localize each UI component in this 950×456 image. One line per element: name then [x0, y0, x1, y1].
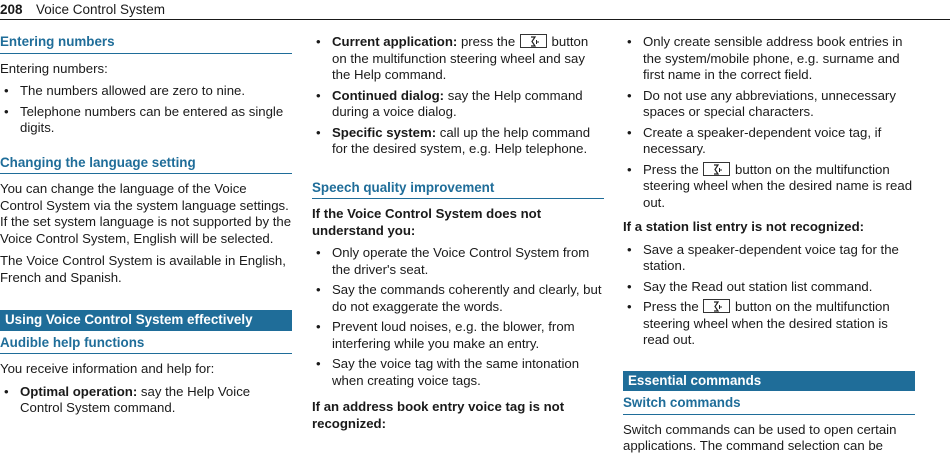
- list-item: • Current application: press the button on the multifunction steering wheel and say the Help command.: [316, 34, 589, 82]
- list-item: • Prevent loud noises, e.g. the blower, from interfering while you make an entry.: [316, 319, 575, 351]
- speech-quality-list: [312, 245, 604, 389]
- effective-use-band: Using Voice Control System effectively: [0, 310, 292, 331]
- column-3: [623, 34, 915, 456]
- list-item: • Telephone numbers can be entered as single digits.: [4, 103, 284, 135]
- entering-numbers-intro: Entering numbers:: [0, 60, 108, 76]
- station-tips-list: [623, 242, 915, 349]
- list-item: • Only operate the Voice Control System from the driver's seat.: [316, 245, 590, 277]
- list-item: • Save a speaker-dependent voice tag for the station.: [627, 241, 899, 273]
- audible-help-heading: Audible help functions: [0, 335, 292, 355]
- list-item: • Only create sensible address book entries in the system/mobile phone, e.g. surname and first name in the correct field.: [627, 34, 903, 82]
- language-heading: Changing the language setting: [0, 155, 292, 175]
- column-2: [312, 34, 604, 438]
- switch-commands-heading: Switch commands: [623, 395, 915, 415]
- voice-control-icon: [703, 299, 730, 313]
- list-item: • Say the commands coherently and clearly, but do not exaggerate the words.: [316, 282, 602, 314]
- address-not-recognized-subhead: If an address book entry voice tag is not recognized:: [312, 399, 565, 431]
- audible-help-list: [0, 384, 292, 417]
- language-paragraph-2: The Voice Control System is available in English, French and Spanish.: [0, 253, 286, 285]
- voice-control-icon: [703, 162, 730, 176]
- list-item: • Create a speaker-dependent voice tag, if necessary.: [627, 124, 882, 156]
- page-number: 208: [0, 2, 23, 17]
- help-list: [312, 34, 604, 158]
- audible-help-intro: You receive information and help for:: [0, 361, 215, 376]
- list-item: • Optimal operation: say the Help Voice Control System command.: [4, 383, 251, 415]
- address-tips-list: [623, 34, 915, 211]
- page-header-title: Voice Control System: [36, 2, 166, 17]
- switch-commands-paragraph: Switch commands can be used to open certain applications. The command selection can be: [623, 421, 897, 453]
- list-item: • Press the button on the multifunction steering wheel when the desired name is read out.: [627, 161, 913, 210]
- essential-commands-band: Essential commands: [623, 371, 915, 392]
- list-item: • Say the voice tag with the same intonation when creating voice tags.: [316, 356, 580, 388]
- language-paragraph-1: You can change the language of the Voice Control System via the system language settings. If the set system language is not supported by the Voice Control System, English will be selected.: [0, 181, 292, 246]
- list-item: • The numbers allowed are zero to nine.: [4, 83, 246, 98]
- entering-numbers-list: [0, 83, 292, 137]
- voice-control-icon: [520, 34, 547, 48]
- column-1: [0, 34, 292, 421]
- entering-numbers-heading: Entering numbers: [0, 34, 292, 54]
- list-item: • Specific system: call up the help command for the desired system, e.g. Help telephone.: [316, 124, 591, 156]
- list-item: • Press the button on the multifunction steering wheel when the desired station is read out.: [627, 299, 890, 347]
- speech-quality-heading: Speech quality improvement: [312, 180, 604, 200]
- list-item: • Continued dialog: say the Help command during a voice dialog.: [316, 87, 583, 119]
- station-not-recognized-subhead: If a station list entry is not recognized:: [623, 219, 865, 234]
- not-understood-subhead: If the Voice Control System does not understand you:: [312, 206, 542, 238]
- list-item: • Do not use any abbreviations, unnecessary spaces or special characters.: [627, 87, 896, 119]
- list-item: • Say the Read out station list command.: [627, 278, 873, 294]
- page-header: [0, 0, 950, 20]
